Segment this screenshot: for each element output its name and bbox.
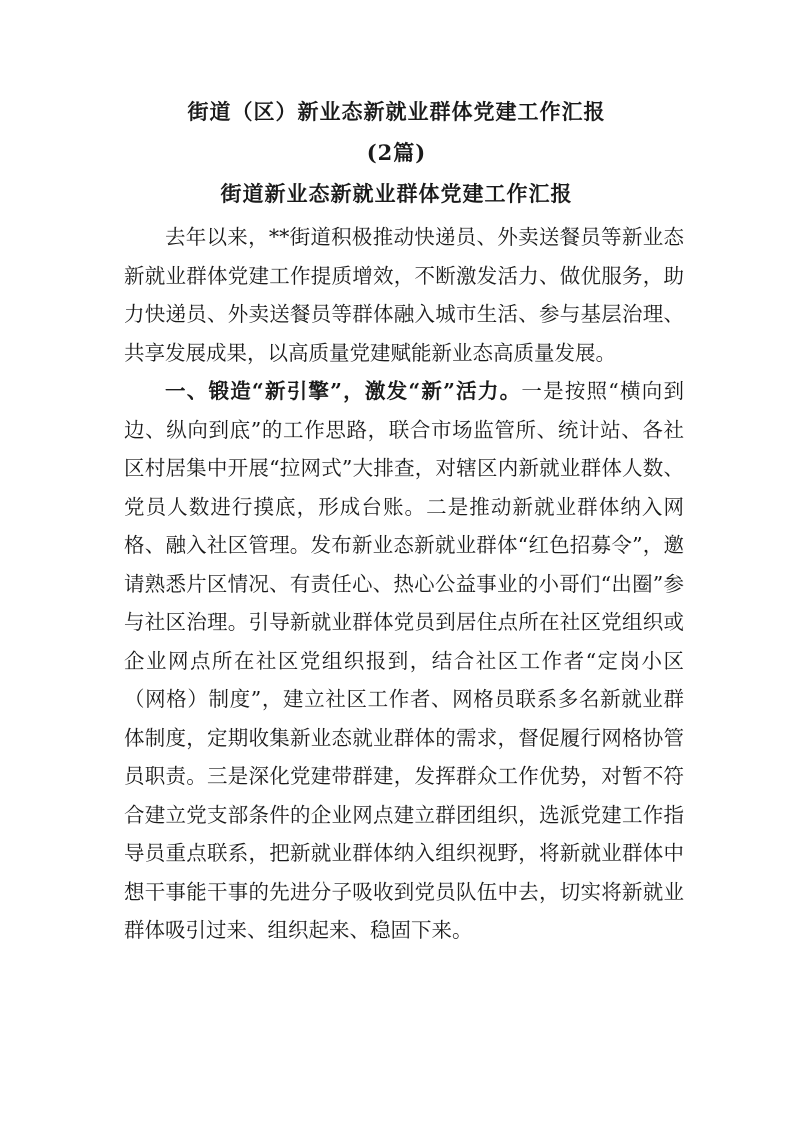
section-one-paragraph <box>124 372 684 950</box>
section-one-text: 一是按照“横向到边、纵向到底”的工作思路，联合市场监管所、统计站、各社区村居集中开展“拉网式”大排查，对辖区内新就业群体人数、党员人数进行摸底，形成台账。二是推动新就业群体纳入网格、融入社区管理。发布新业态新就业群体“红色招募令”，邀请熟悉片区情况、有责任心、热心公益事业的小哥们“出圈”参与社区治理。引导新就业群体党员到居住点所在社区党组织或企业网点所在社区党组织报到，结合社区工作者“定岗小区（网格）制度”，建立社区工作者、网格员联系多名新就业群体制度，定期收集新业态就业群体的需求，督促履行网格协管员职责。三是深化党建带群建，发挥群众工作优势，对暂不符合建立党支部条件的企业网点建立群团组织，选派党建工作指导员重点联系，把新就业群体纳入组织视野，将新就业群体中想干事能干事的先进分子吸收到党员队伍中去，切实将新就业群体吸引过来、组织起来、稳固下来。 <box>124 379 684 942</box>
intro-paragraph <box>124 218 684 372</box>
article-count-label: (2篇) <box>366 140 427 165</box>
section-subtitle: 街道新业态新就业群体党建工作汇报 <box>220 181 573 206</box>
intro-paragraph-text: 去年以来，**街道积极推动快递员、外卖送餐员等新业态新就业群体党建工作提质增效，不断激发活力、做优服务，助力快递员、外卖送餐员等群体融入城市生活、参与基层治理、共享发展成果，以高质量党建赋能新业态高质量发展。 <box>124 225 684 365</box>
main-title: 街道（区）新业态新就业群体党建工作汇报 <box>187 99 606 124</box>
section-one-heading: 一、锻造“新引擎”，激发“新”活力。 <box>165 379 522 403</box>
